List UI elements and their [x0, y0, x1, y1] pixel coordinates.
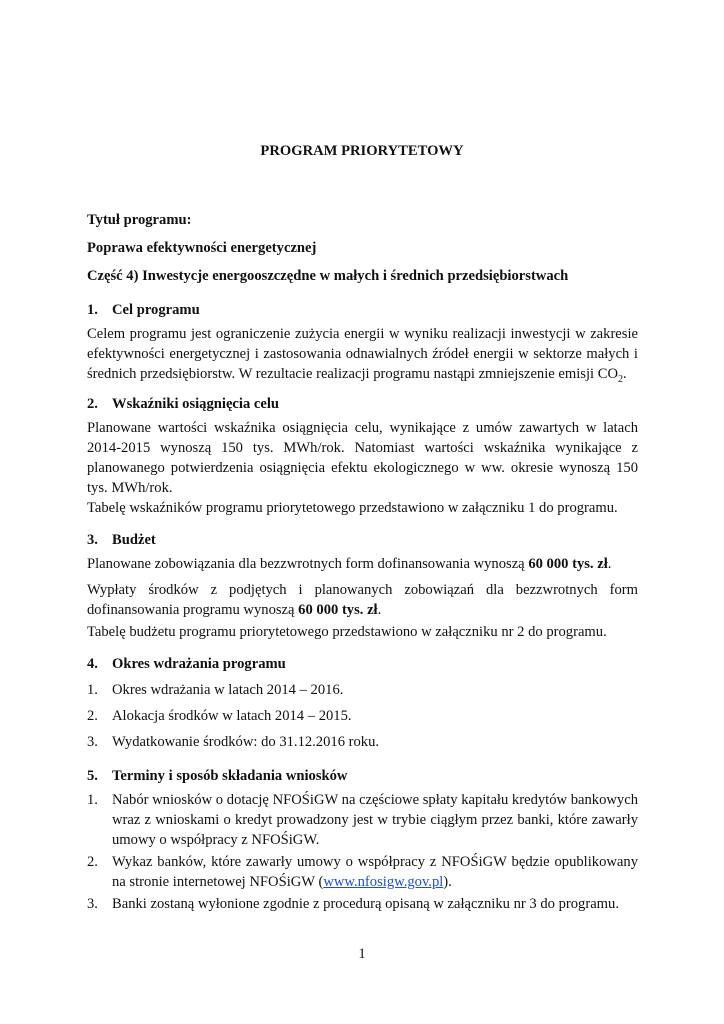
list-item [87, 732, 638, 752]
section-3-paragraph-2 [87, 580, 638, 620]
section-number: 3. [87, 532, 98, 548]
list-item-number: 1. [87, 792, 98, 808]
section-title: Terminy i sposób składania wniosków [112, 768, 348, 784]
section-3-paragraph-1 [87, 554, 638, 574]
section-number: 1. [87, 302, 98, 318]
page-number: 1 [358, 946, 366, 962]
paragraph-text: Planowane zobowiązania dla bezzwrotnych form dofinansowania wynoszą [87, 556, 529, 572]
section-4-heading [87, 654, 286, 674]
section-2-paragraph-2: Tabelę wskaźników programu priorytetowego przedstawiono w załączniku 1 do programu. [87, 500, 618, 516]
list-item-text: Banki zostaną wyłonione zgodnie z procedurą opisaną w załączniku nr 3 do programu. [112, 896, 619, 912]
section-title: Wskaźniki osiągnięcia celu [112, 396, 280, 412]
section-1-paragraph [87, 324, 638, 390]
list-item [87, 852, 638, 892]
list-item-number: 2. [87, 854, 98, 870]
list-item-text-after: ). [443, 874, 452, 890]
paragraph-end: . [377, 602, 382, 618]
list-item-text-before: Wykaz banków, które zawarły umowy o współpracy z NFOŚiGW będzie opublikowany na stronie internetowej NFOŚiGW ( [112, 854, 638, 890]
section-3-paragraph-3: Tabelę budżetu programu priorytetowego przedstawiono w załączniku nr 2 do programu. [87, 624, 607, 640]
section-5-heading [87, 766, 347, 786]
list-item [87, 894, 638, 914]
section-title: Budżet [112, 532, 156, 548]
section-number: 5. [87, 768, 98, 784]
amount: 60 000 tys. zł [528, 556, 608, 572]
list-item-text: Nabór wniosków o dotację NFOŚiGW na częściowe spłaty kapitału kredytów bankowych wraz z wnioskami o kredyt prowadzony jest w trybie ciągłym przez banki, które zawarły umowy o współpracy z NFOŚiGW. [112, 792, 638, 848]
list-item [87, 790, 638, 850]
list-item-number: 2. [87, 708, 98, 724]
program-name: Poprawa efektywności energetycznej [87, 240, 317, 256]
section-title: Cel programu [112, 302, 200, 318]
program-part: Część 4) Inwestycje energooszczędne w małych i średnich przedsiębiorstwach [87, 268, 569, 284]
list-item-text [112, 852, 638, 892]
amount: 60 000 tys. zł [298, 602, 378, 618]
section-3-heading [87, 530, 156, 550]
list-item [87, 706, 638, 726]
paragraph-text: Celem programu jest ograniczenie zużycia energii w wyniku realizacji inwestycji w zakresie efektywności energetycznej i zastosowania odnawialnych źródeł energii w sektorze małych i średnich przedsiębiorstw. W rezultacie realizacji programu nastąpi zmniejszenie emisji CO [87, 326, 638, 382]
section-2-heading [87, 394, 279, 414]
paragraph-end: . [607, 556, 612, 572]
nfosigw-website-link[interactable]: www.nfosigw.gov.pl [323, 874, 444, 890]
document-title: PROGRAM PRIORYTETOWY [260, 143, 464, 159]
list-item-text: Okres wdrażania w latach 2014 – 2016. [112, 682, 344, 698]
program-title-label: Tytuł programu: [87, 212, 192, 228]
co2-subscript: 2 [618, 373, 623, 385]
list-item-text: Alokacja środków w latach 2014 – 2015. [112, 708, 352, 724]
list-item [87, 680, 638, 700]
list-item-number: 1. [87, 682, 98, 698]
section-1-heading [87, 300, 200, 320]
list-item-number: 3. [87, 896, 98, 912]
section-number: 4. [87, 656, 98, 672]
list-item-text: Wydatkowanie środków: do 31.12.2016 roku. [112, 734, 380, 750]
section-number: 2. [87, 396, 98, 412]
paragraph-end: . [623, 366, 627, 382]
section-2-paragraph-1: Planowane wartości wskaźnika osiągnięcia celu, wynikające z umów zawartych w latach 2014-2015 wynoszą 150 tys. MWh/rok. Natomiast wartości wskaźnika wynikające z planowanego potwierdzenia osiągnięcia efektu ekologicznego w ww. okresie wynoszą 150 tys. MWh/rok. [87, 420, 638, 496]
paragraph-text: Wypłaty środków z podjętych i planowanych zobowiązań dla bezzwrotnych form dofinansowania programu wynoszą [87, 582, 638, 618]
list-item-number: 3. [87, 734, 98, 750]
section-title: Okres wdrażania programu [112, 656, 286, 672]
